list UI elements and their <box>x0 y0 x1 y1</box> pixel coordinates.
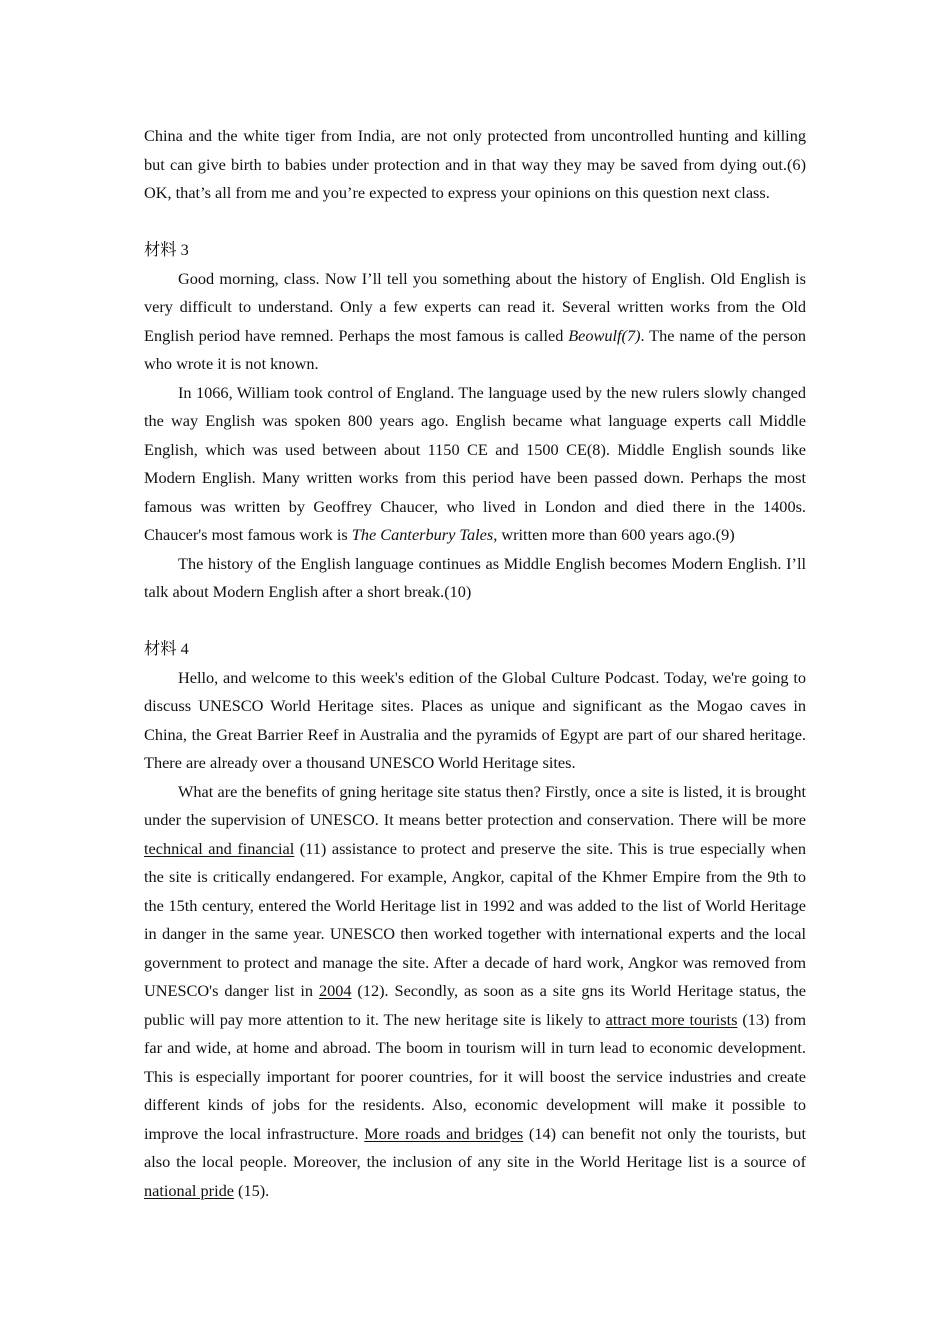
material-3-heading: 材料 3 <box>144 240 189 259</box>
underlined-answer-13: attract more tourists <box>605 1009 738 1029</box>
text-segment: (13) from far and wide, at home and abroad. The boom in tourism will in turn lead to economic development. This is especially important for poorer countries, for it will boost the service industries and create different kinds of jobs for the residents. Also, economic development will make it possible to improve the local infrastructure. <box>144 1009 806 1143</box>
section-gap <box>144 607 806 636</box>
material-3-paragraph-3: The history of the English language continues as Middle English becomes Modern English. I’ll talk about Modern English after a short break.(10) <box>144 553 806 601</box>
text-segment: (12). Secondly, as soon as a site gns its World Heritage status, the public will pay more attention to it. The new heritage site is likely to <box>144 981 806 1029</box>
underlined-answer-14: More roads and bridges <box>364 1123 524 1143</box>
section-gap <box>144 208 806 237</box>
underlined-answer-12: 2004 <box>318 981 352 1000</box>
text-segment: In 1066, William took control of England. The language used by the new rulers slowly changed the way English was spoken 800 years ago. English became what language experts call Middle English, which was used between about 1150 CE and 1500 CE(8). Middle English sounds like Modern English. Many written works from this period have been passed down. Perhaps the most famous was written by Geoffrey Chaucer, who lived in London and died there in the 1400s. Chaucer's most famous work is <box>144 382 806 544</box>
text-segment: , written more than 600 years ago.(9) <box>493 525 735 544</box>
material-4-paragraph-2 <box>144 778 806 1206</box>
material-4-heading: 材料 4 <box>144 639 189 658</box>
italic-title-beowulf: Beowulf(7) <box>568 325 641 345</box>
text-segment: (14) can benefit not only the tourists, but also the local people. Moreover, the inclusion of any site in the World Heritage list is a source of <box>144 1123 806 1171</box>
underlined-answer-15: national pride <box>144 1180 234 1200</box>
text-segment: (11) assistance to protect and preserve the site. This is true especially when the site is critically endangered. For example, Angkor, capital of the Khmer Empire from the 9th to the 15th century, entered the World Heritage list in 1992 and was added to the list of World Heritage in danger in the same year. UNESCO then worked together with international experts and the local government to protect and manage the site. After a decade of hard work, Angkor was removed from UNESCO's danger list in <box>144 838 807 1000</box>
underlined-answer-11: technical and financial <box>144 838 295 858</box>
material-3-paragraph-1 <box>144 265 806 379</box>
text-segment: . The name of the person who wrote it is not known. <box>144 325 806 373</box>
document-page <box>144 122 806 1205</box>
text-segment: (15). <box>233 1180 270 1200</box>
intro-paragraph: China and the white tiger from India, are not only protected from uncontrolled hunting and killing but can give birth to babies under protection and in that way they may be saved from dying out.(6) OK, that’s all from me and you’re expected to express your opinions on this question next class. <box>144 126 806 202</box>
material-3-paragraph-2 <box>144 379 806 550</box>
italic-title-canterbury-tales: The Canterbury Tales <box>351 525 494 544</box>
text-segment: What are the benefits of gning heritage site status then? Firstly, once a site is listed, it is brought under the supervision of UNESCO. It means better protection and conservation. There will be more <box>144 781 806 829</box>
text-segment: Good morning, class. Now I’ll tell you something about the history of English. Old English is very difficult to understand. Only a few experts can read it. Several written works from the Old English period have remned. Perhaps the most famous is called <box>144 268 806 345</box>
material-4-paragraph-1: Hello, and welcome to this week's edition of the Global Culture Podcast. Today, we're going to discuss UNESCO World Heritage sites. Places as unique and significant as the Mogao caves in China, the Great Barrier Reef in Australia and the pyramids of Egypt are part of our shared heritage. There are already over a thousand UNESCO World Heritage sites. <box>144 667 806 772</box>
